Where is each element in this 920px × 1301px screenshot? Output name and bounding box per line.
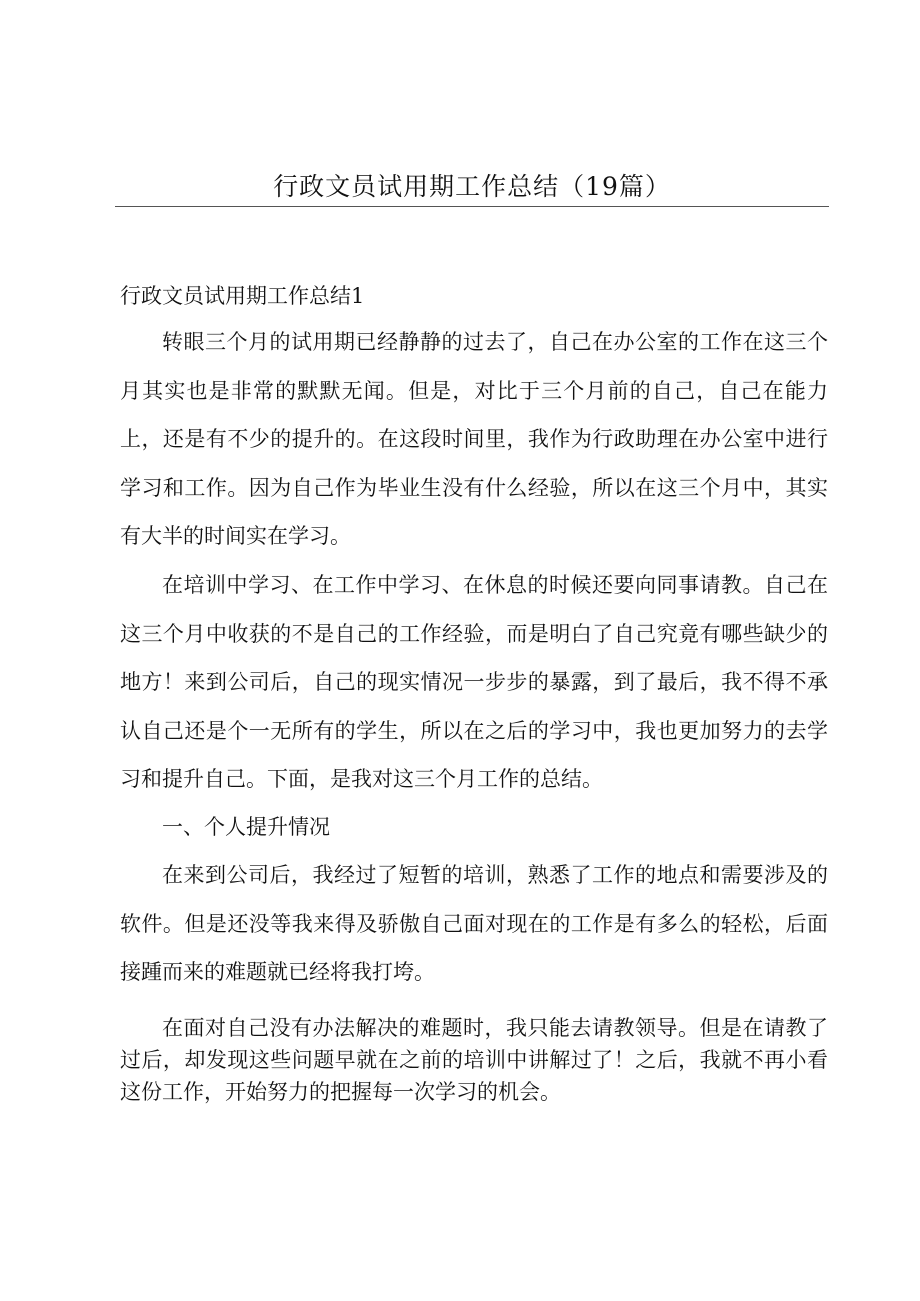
paragraph-4: 在面对自己没有办法解决的难题时，我只能去请教领导。但是在请教了过后，却发现这些问题早就在之前的培训中讲解过了！之后，我就不再小看这份工作，开始努力的把握每一次学习的机会。 [120,1016,828,1104]
subheading-personal-improvement: 一、个人提升情况 [162,815,330,839]
title-divider [115,206,829,207]
section-heading: 行政文员试用期工作总结1 [120,284,365,308]
paragraph-1: 转眼三个月的试用期已经静静的过去了，自己在办公室的工作在这三个月其实也是非常的默默无闻。但是，对比于三个月前的自己，自己在能力上，还是有不少的提升的。在这段时间里，我作为行政助理在办公室中进行学习和工作。因为自己作为毕业生没有什么经验，所以在这三个月中，其实有大半的时间实在学习。 [120,330,828,548]
paragraph-3: 在来到公司后，我经过了短暂的培训，熟悉了工作的地点和需要涉及的软件。但是还没等我来得及骄傲自己面对现在的工作是有多么的轻松，后面接踵而来的难题就已经将我打垮。 [120,863,828,984]
document-title: 行政文员试用期工作总结（19篇） [273,172,671,201]
paragraph-2: 在培训中学习、在工作中学习、在休息的时候还要向同事请教。自己在这三个月中收获的不是自己的工作经验，而是明白了自己究竟有哪些缺少的地方！来到公司后，自己的现实情况一步步的暴露，到了最后，我不得不承认自己还是个一无所有的学生，所以在之后的学习中，我也更加努力的去学习和提升自己。下面，是我对这三个月工作的总结。 [120,573,828,791]
